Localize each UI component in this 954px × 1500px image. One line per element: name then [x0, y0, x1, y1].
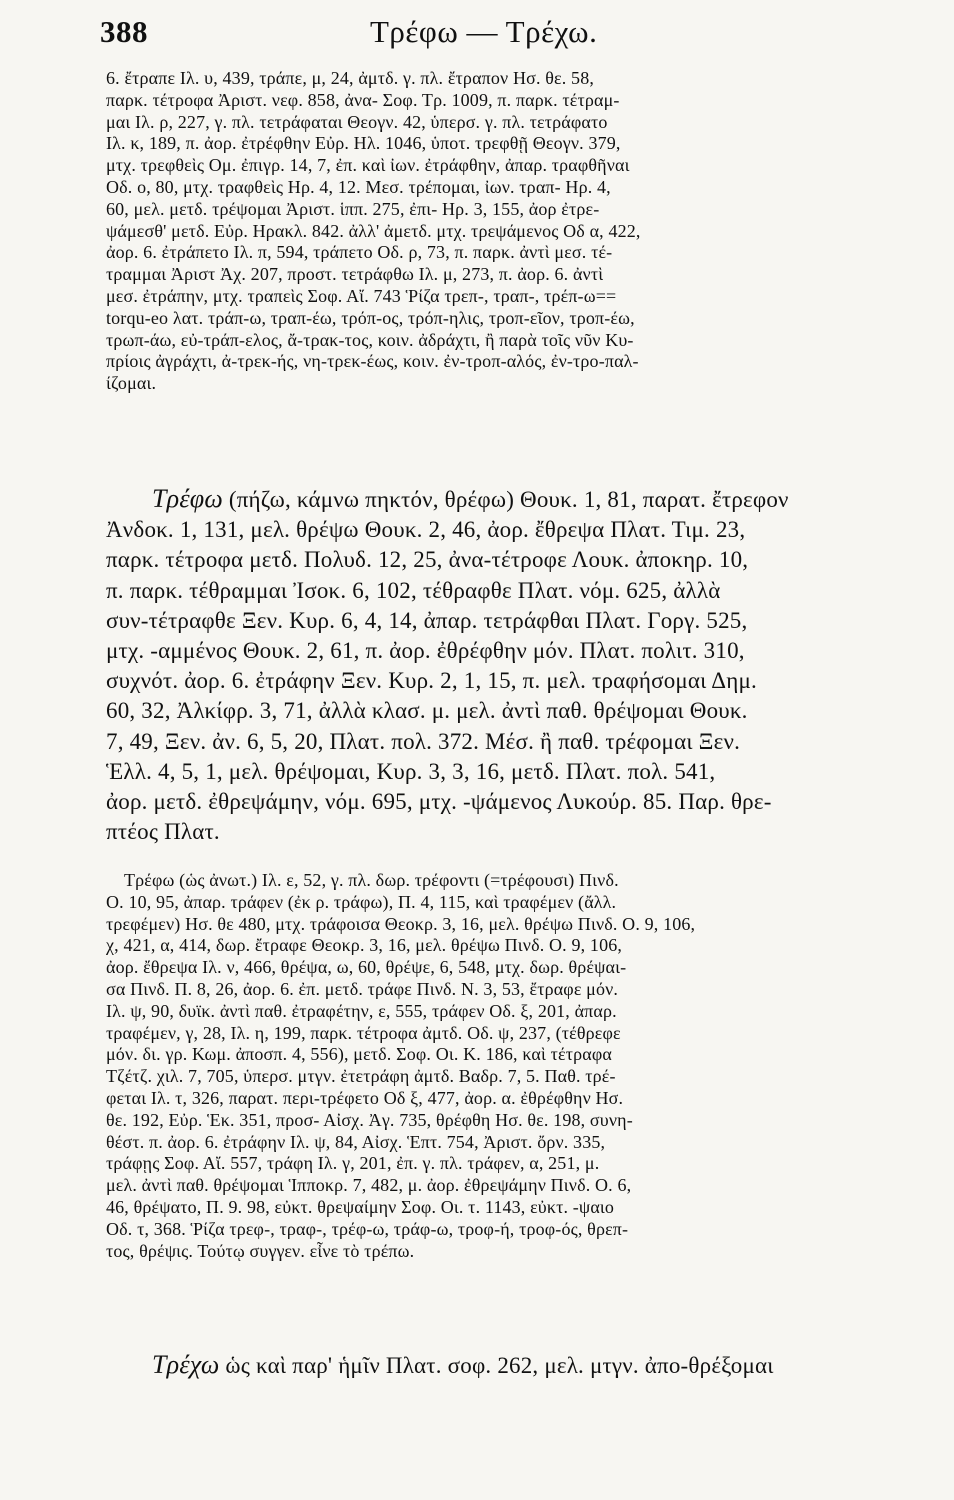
text-line: 46, θρέψατο, Π. 9. 98, εὐκτ. θρεψαίμην Σοφ. Οι. τ. 1143, εὐκτ. -ψαιο: [106, 1196, 615, 1217]
page-header: [100, 10, 890, 54]
entry-trepo-continuation: [106, 68, 896, 395]
text-line: Ο. 10, 95, ἀπαρ. τράφεν (ἐκ ρ. τράφω), Π. 4, 115, καὶ τραφέμεν (ἄλλ.: [106, 891, 617, 912]
text-line: 6. ἔτραπε Ιλ. υ, 439, τράπε, μ, 24, ἀμτδ. γ. πλ. ἔτραπον Ησ. θε. 58,: [106, 68, 595, 88]
entry-first-line: [106, 484, 896, 515]
text-line: σα Πινδ. Π. 8, 26, ἀορ. 6. ἐπ. μετδ. τράφε Πινδ. Ν. 3, 53, ἔτραφε μόν.: [106, 978, 619, 999]
text-line: πτέος Πλατ.: [106, 819, 220, 845]
text-line: μελ. ἀντὶ παθ. θρέψομαι Ἱπποκρ. 7, 482, μ. ἀορ. ἐθρεψάμην Πινδ. Ο. 6,: [106, 1175, 632, 1196]
entry-trepho-poetic: [106, 870, 896, 1262]
text-line: μόν. δι. γρ. Κωμ. ἀποσπ. 4, 556), μετδ. Σοφ. Οι. Κ. 186, καὶ τέτραφα: [106, 1044, 612, 1065]
text-line: Ιλ. ψ, 90, δυϊκ. ἀντὶ παθ. ἐτραφέτην, ε, 555, τράφεν Οδ. ξ, 201, ἀπαρ.: [106, 1000, 617, 1021]
text-line: μτχ. τρεφθεὶς Ομ. ἐπιγρ. 14, 7, ἐπ. καὶ ἰων. ἐτράφθην, ἀπαρ. τραφθῆναι: [106, 155, 630, 176]
text-line: πρίοις ἀγράχτι, ἀ-τρεκ-ής, νη-τρεκ-έως, κοιν. ἐν-τροπ-αλός, ἐν-τρο-παλ-: [106, 351, 639, 372]
text-line: τος, θρέψις. Τούτῳ συγγεν. εἶνε τὸ τρέπω.: [106, 1240, 415, 1261]
text-line: ἀορ. ἔθρεψα Ιλ. ν, 466, θρέψα, ω, 60, θρέψε, 6, 548, μτχ. δωρ. θρέψαι-: [106, 957, 627, 978]
entry-first-line-text: ὡς καὶ παρ' ἡμῖν Πλατ. σοφ. 262, μελ. μτγν. ἀπο-θρέξομαι: [225, 1353, 774, 1378]
text-line: μεσ. ἐτράπην, μτχ. τραπεὶς Σοφ. Αἴ. 743 Ῥίζα τρεπ-, τραπ-, τρέπ-ω==: [106, 285, 617, 306]
text-line: 60, 32, Ἀλκίφρ. 3, 71, ἀλλὰ κλασ. μ. μελ. ἀντὶ παθ. θρέψομαι Θουκ.: [106, 698, 748, 724]
text-line: torqu-eo λατ. τράπ-ω, τραπ-έω, τρόπ-ος, τρόπ-ηλις, τροπ-εῖον, τροπ-έω,: [106, 307, 635, 328]
text-line: συχνότ. ἀορ. 6. ἐτράφην Ξεν. Κυρ. 2, 1, 15, π. μελ. τραφήσομαι Δημ.: [106, 668, 757, 694]
entry-trepho-attic: [106, 484, 896, 847]
page-number: 388: [100, 14, 148, 49]
text-line: ίζομαι.: [106, 373, 157, 394]
text-line: Τρέφω (ὡς ἀνωτ.) Ιλ. ε, 52, γ. πλ. δωρ. τρέφοντι (=τρέφουσι) Πινδ.: [124, 870, 619, 890]
lemma-headword: Τρέφω: [152, 484, 223, 513]
text-line: ἀορ. μετδ. ἐθρεψάμην, νόμ. 695, μτχ. -ψάμενος Λυκούρ. 85. Παρ. θρε-: [106, 789, 772, 815]
lemma-headword: Τρέχω: [152, 1350, 220, 1379]
text-line: θέστ. π. ἀορ. 6. ἐτράφην Ιλ. ψ, 84, Αἰσχ. Ἑπτ. 754, Ἀριστ. ὄρν. 335,: [106, 1131, 606, 1152]
text-line: παρκ. τέτροφα Ἀριστ. νεφ. 858, ἀνα- Σοφ. Τρ. 1009, π. παρκ. τέτραμ-: [106, 89, 620, 110]
text-line: Ιλ. κ, 189, π. ἀορ. ἐτρέφθην Εὐρ. Ηλ. 1046, ὑποτ. τρεφθῇ Θεογν. 379,: [106, 133, 621, 154]
text-line: μαι Ιλ. ρ, 227, γ. πλ. τετράφαται Θεογν. 42, ὑπερσ. γ. πλ. τετράφατο: [106, 111, 608, 132]
text-line: 7, 49, Ξεν. ἀν. 6, 5, 20, Πλατ. πολ. 372. Μέσ. ἢ παθ. τρέφομαι Ξεν.: [106, 728, 741, 754]
text-line: φεται Ιλ. τ, 326, παρατ. περι-τρέφετο Οδ ξ, 477, ἀορ. α. ἐθρέφθην Ησ.: [106, 1087, 624, 1108]
text-line: 60, μελ. μετδ. τρέψομαι Ἀριστ. ἱππ. 275, ἐπι- Ηρ. 3, 155, ἀορ ἐτρε-: [106, 198, 600, 219]
text-line: συν-τέτραφθε Ξεν. Κυρ. 6, 4, 14, ἀπαρ. τετράφθαι Πλατ. Γοργ. 525,: [106, 607, 748, 633]
text-line: μτχ. -αμμένος Θουκ. 2, 61, π. ἀορ. ἐθρέφθην μόν. Πλατ. πολιτ. 310,: [106, 638, 745, 664]
text-line: θε. 192, Εὐρ. Ἑκ. 351, προσ- Αἰσχ. Ἀγ. 735, θρέφθη Ησ. θε. 198, συνη-: [106, 1109, 633, 1130]
entry-first-line-text: (πήζω, κάμνω πηκτόν, θρέφω) Θουκ. 1, 81, παρατ. ἔτρεφον: [228, 487, 789, 512]
text-line: Ἀνδοκ. 1, 131, μελ. θρέψω Θουκ. 2, 46, ἀορ. ἔθρεψα Πλατ. Τιμ. 23,: [106, 517, 746, 543]
text-line: ψάμεσθ' μετδ. Εὐρ. Ηρακλ. 842. ἀλλ' ἀμετδ. μτχ. τρεψάμενος Οδ α, 422,: [106, 220, 641, 241]
text-line: τρεφέμεν) Ησ. θε 480, μτχ. τράφοισα Θεοκρ. 3, 16, μελ. θρέψω Πινδ. Ο. 9, 106,: [106, 913, 696, 934]
text-line: Οδ. ο, 80, μτχ. τραφθεὶς Ηρ. 4, 12. Μεσ. τρέπομαι, ἰων. τραπ- Ηρ. 4,: [106, 176, 611, 197]
text-line: τράφῃς Σοφ. Αἴ. 557, τράφη Ιλ. γ, 201, ἐπ. γ. πλ. τράφεν, α, 251, μ.: [106, 1153, 600, 1174]
text-line: τρωπ-άω, εὐ-τράπ-ελος, ἄ-τρακ-τος, κοιν. ἀδράχτι, ἢ παρὰ τοῖς νῦν Κυ-: [106, 329, 634, 350]
entry-trecho: [106, 1350, 896, 1381]
text-line: Ἑλλ. 4, 5, 1, μελ. θρέψομαι, Κυρ. 3, 3, 16, μετδ. Πλατ. πολ. 541,: [106, 758, 716, 784]
text-line: Οδ. τ, 368. Ῥίζα τρεφ-, τραφ-, τρέφ-ω, τράφ-ω, τροφ-ή, τροφ-ός, θρεπ-: [106, 1218, 629, 1239]
text-line: παρκ. τέτροφα μετδ. Πολυδ. 12, 25, ἀνα-τέτροφε Λουκ. ἀποκηρ. 10,: [106, 547, 749, 573]
entry-first-line: [106, 1350, 896, 1381]
text-line: τραφέμεν, γ, 28, Ιλ. η, 199, παρκ. τέτροφα ἀμτδ. Οδ. ψ, 237, (τέθρεφε: [106, 1022, 621, 1043]
text-line: ἀορ. 6. ἐτράπετο Ιλ. π, 594, τράπετο Οδ. ρ, 73, π. παρκ. ἀντὶ μεσ. τέ-: [106, 242, 613, 263]
text-line: χ, 421, α, 414, δωρ. ἔτραφε Θεοκρ. 3, 16, μελ. θρέψω Πινδ. Ο. 9, 106,: [106, 935, 623, 956]
running-head: Τρέφω — Τρέχω.: [370, 14, 598, 49]
text-line: τραμμαι Ἀριστ Ἀχ. 207, προστ. τετράφθω Ιλ. μ, 273, π. ἀορ. 6. ἀντὶ: [106, 264, 604, 285]
text-line: π. παρκ. τέθραμμαι Ἰσοκ. 6, 102, τέθραφθε Πλατ. νόμ. 625, ἀλλὰ: [106, 577, 721, 603]
text-line: Τζέτζ. χιλ. 7, 705, ὑπερσ. μτγν. ἐτετράφη ἀμτδ. Βαδρ. 7, 5. Παθ. τρέ-: [106, 1066, 616, 1087]
